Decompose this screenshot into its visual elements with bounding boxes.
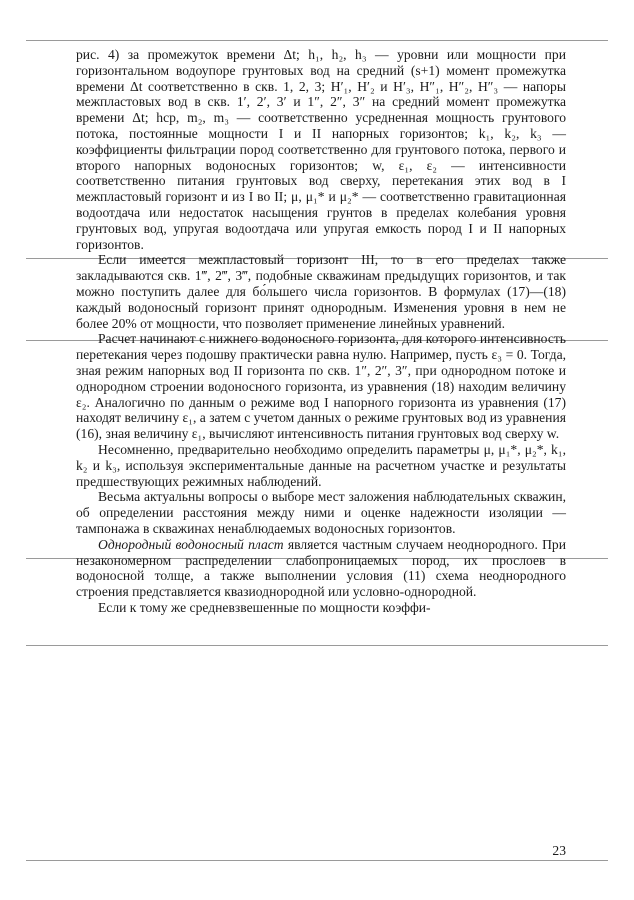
paragraph-1: рис. 4) за промежуток времени Δt; h₁, h₂, h₃ — уровни или мощности при горизонтальном водоупоре грунтовых вод на средний (s+1) момент промежутка времени Δt соответственно в скв. 1, 2, 3; H′₁, H′₂ и H′₃, H″₁, H″₂, H″₃ — напоры межпластовых вод в скв. 1′, 2′, 3′ и 1″, 2″, 3″ на средний момент промежутка времени Δt; hср, m₂, m₃ — соответственно усредненная мощность грунтового потока, постоянные мощности I и II напорных горизонтов; k₁, k₂, k₃ — коэффициенты фильтрации пород соответственно для грунтового потока, первого и второго напорных водоносных горизонтов; w, ε₁, ε₂ — интенсивности соответственно питания грунтовых вод сверху, перетекания этих вод в I межпластовый горизонт и из I во II; μ, μ₁* и μ₂* — соответственно гравитационная водоотдача или недостаток насыщения грунтов в пределах колебания уровня грунтовых вод, упругая водоотдача или упругая емкость пород I и II напорных горизонтов. <box>76 47 566 252</box>
paragraph-5: Весьма актуальны вопросы о выборе мест заложения наблюдательных скважин, об определении расстояния между ними и оценке надежности изоляции — тампонажа в скважинах ненаблюдаемых водоносных горизонтов. <box>76 489 566 536</box>
paragraph-6-text: является частным случаем неоднородного. При незакономерном распределении слабопроницаемых пород, их прослоев в водоносной толще, а также выполнении условия (11) схема неоднородного строения представляется квазиоднородной или условно-однородной. <box>76 536 566 600</box>
paragraph-2: Если имеется межпластовый горизонт III, то в его пределах также закладываются скв. 1‴, 2‴, 3‴, подобные скважинам предыдущих горизонтов, и так можно поступить далее для бо́льшего числа горизонтов. В формулах (17)—(18) каждый водоносный горизонт принят однородным. Изменения уровня в нем не более 20% от мощности, что позволяет применение линейных уравнений. <box>76 252 566 331</box>
paragraph-3: Расчет начинают с нижнего водоносного горизонта, для которого интенсивность перетекания через подошву практически равна нулю. Например, пусть ε₃ = 0. Тогда, зная режим напорных вод II горизонта по скв. 1″, 2″, 3″, при однородном потоке и однородном строении водоносного горизонта, из уравнения (18) находим величину ε₂. Аналогично по данным о режиме вод I напорного горизонта из уравнения (17) находят величину ε₁, а затем с учетом данных о режиме грунтовых вод из уравнения (16), зная величину ε₁, вычисляют интенсивность питания грунтовых вод сверху w. <box>76 331 566 442</box>
scan-line-bottom <box>26 860 608 861</box>
paragraph-7: Если к тому же средневзвешенные по мощности коэффи- <box>98 599 431 615</box>
scan-line <box>26 645 608 646</box>
page-number: 23 <box>552 843 566 858</box>
scan-line-top <box>26 40 608 41</box>
paragraph-6 <box>76 537 566 600</box>
italic-term: Однородный водоносный пласт <box>98 536 284 552</box>
page-body <box>76 47 566 616</box>
paragraph-4: Несомненно, предварительно необходимо определить параметры μ, μ₁*, μ₂*, k₁, k₂ и k₃, используя экспериментальные данные на расчетном участке и результаты предшествующих режимных наблюдений. <box>76 441 566 489</box>
